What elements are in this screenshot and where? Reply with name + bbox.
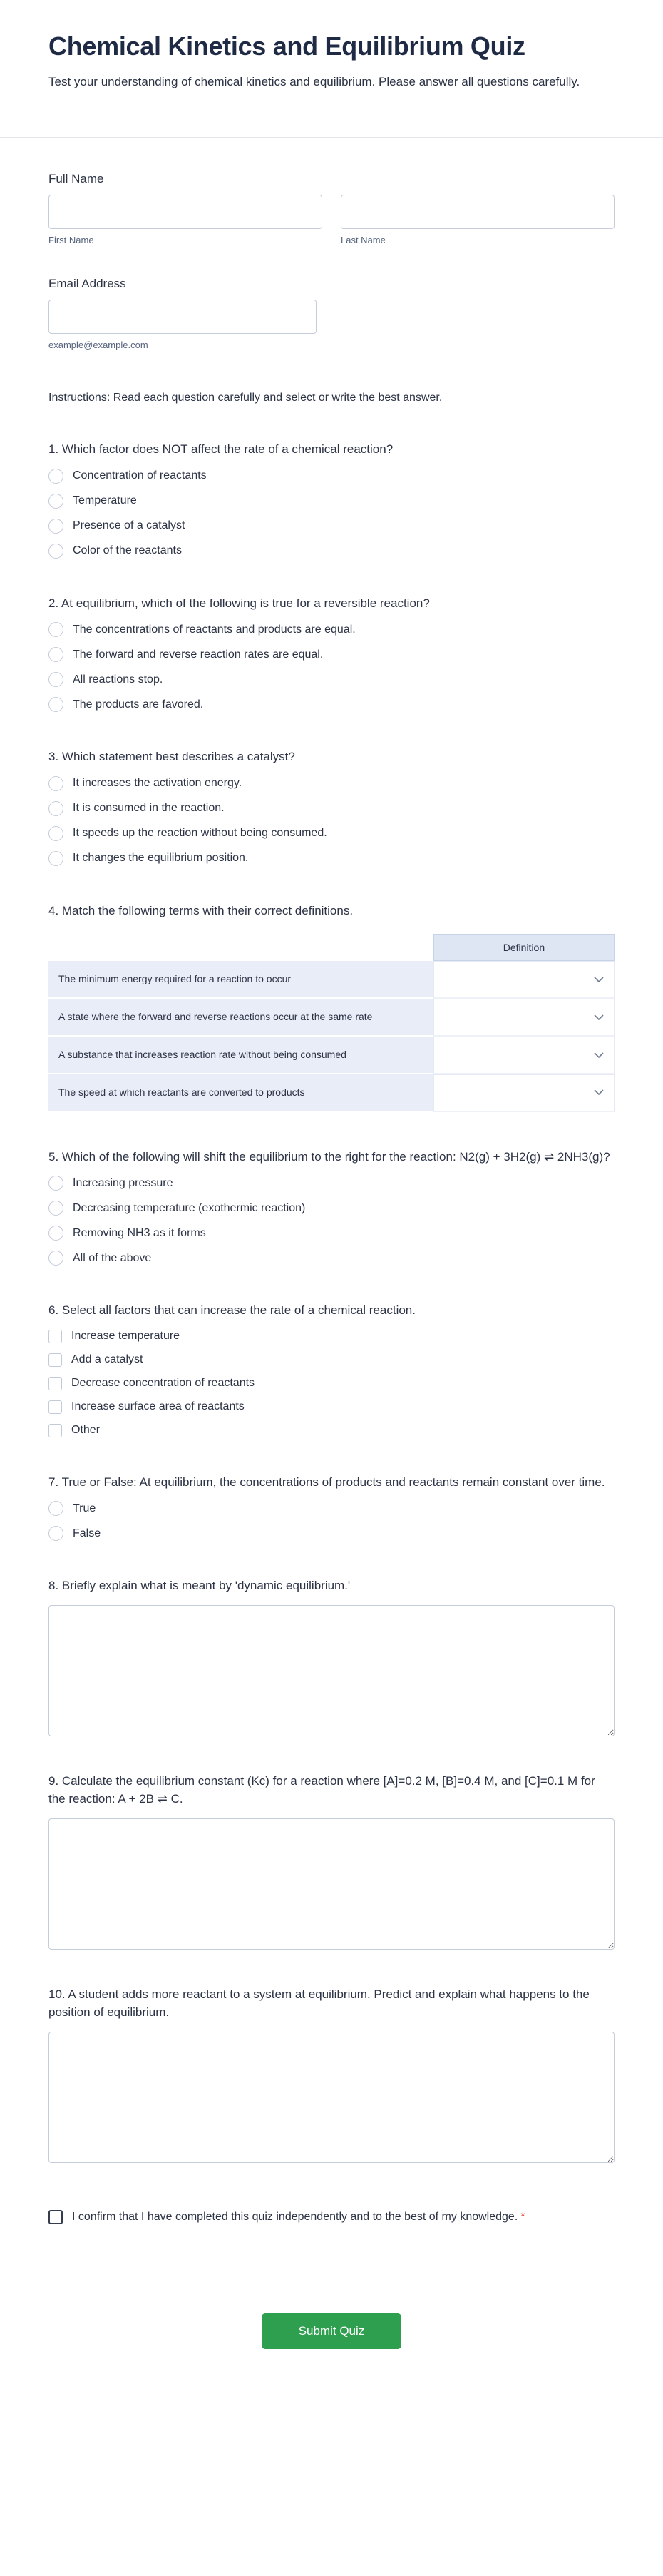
checkbox-option[interactable] xyxy=(48,1377,615,1390)
question-3-label: 3. Which statement best describes a catalyst? xyxy=(48,750,295,764)
option-label: Other xyxy=(71,1424,101,1437)
radio-button-icon[interactable] xyxy=(48,801,63,816)
option-label: Add a catalyst xyxy=(71,1353,143,1366)
question-6-label: 6. Select all factors that can increase the rate of a chemical reaction. xyxy=(48,1303,416,1318)
option-label: Increasing pressure xyxy=(73,1176,173,1189)
email-input[interactable] xyxy=(48,300,317,334)
question-9-label: 9. Calculate the equilibrium constant (Kc) for a reaction where [A]=0.2 M, [B]=0.4 M, and [C]=0.1 M for the reaction: A + 2B ⇌ C. xyxy=(48,1773,595,1806)
matrix-row xyxy=(48,961,615,999)
radio-button-icon[interactable] xyxy=(48,494,63,509)
radio-option[interactable] xyxy=(48,1501,615,1516)
first-name-sublabel: First Name xyxy=(48,235,94,246)
answer-textarea-q9[interactable] xyxy=(48,1818,615,1950)
radio-option[interactable] xyxy=(48,1226,615,1241)
radio-button-icon[interactable] xyxy=(48,469,63,484)
page-title: Chemical Kinetics and Equilibrium Quiz xyxy=(48,31,525,61)
chevron-down-icon xyxy=(594,1014,604,1021)
radio-button-icon[interactable] xyxy=(48,1501,63,1516)
form-subtitle: Test your understanding of chemical kinetics and equilibrium. Please answer all questions carefully. xyxy=(48,75,580,88)
option-label: Decreasing temperature (exothermic reaction) xyxy=(73,1201,306,1214)
submit-row xyxy=(0,2313,663,2349)
radio-option[interactable] xyxy=(48,697,615,712)
checkbox-option-other[interactable] xyxy=(48,1424,615,1437)
radio-option[interactable] xyxy=(48,801,615,816)
chevron-down-icon xyxy=(594,1052,604,1059)
matrix-row-label: The speed at which reactants are converted to products xyxy=(48,1074,433,1112)
checkbox-icon[interactable] xyxy=(48,1424,62,1437)
matrix-column-header: Definition xyxy=(433,934,615,961)
question-1-options xyxy=(48,469,615,559)
option-label: The concentrations of reactants and products are equal. xyxy=(73,623,356,636)
confirmation-checkbox-row[interactable] xyxy=(48,2209,548,2226)
matrix-row xyxy=(48,999,615,1037)
question-7 xyxy=(48,1473,615,1542)
radio-option[interactable] xyxy=(48,519,615,534)
question-1-label: 1. Which factor does NOT affect the rate of a chemical reaction? xyxy=(48,442,394,457)
radio-option[interactable] xyxy=(48,851,615,866)
radio-button-icon[interactable] xyxy=(48,826,63,841)
confirmation-checkbox-icon[interactable] xyxy=(48,2210,63,2224)
option-label: Increase surface area of reactants xyxy=(71,1400,245,1413)
last-name-input[interactable] xyxy=(341,195,615,229)
question-4 xyxy=(48,902,615,1112)
email-label: Email Address xyxy=(48,277,126,291)
chevron-down-icon xyxy=(594,977,604,983)
instructions-text: Instructions: Read each question carefully and select or write the best answer. xyxy=(48,392,443,404)
matrix-header-row xyxy=(48,934,615,961)
required-asterisk: * xyxy=(520,2210,525,2223)
option-label: It increases the activation energy. xyxy=(73,777,242,790)
question-5-label: 5. Which of the following will shift the equilibrium to the right for the reaction: N2(g) + 3H2(g) ⇌ 2NH3(g)? xyxy=(48,1149,610,1164)
option-label: All of the above xyxy=(73,1251,152,1264)
checkbox-option[interactable] xyxy=(48,1400,615,1414)
checkbox-icon[interactable] xyxy=(48,1377,62,1390)
radio-button-icon[interactable] xyxy=(48,697,63,712)
option-label: It changes the equilibrium position. xyxy=(73,852,249,865)
question-2 xyxy=(48,594,615,713)
question-6 xyxy=(48,1301,615,1437)
radio-button-icon[interactable] xyxy=(48,1526,63,1541)
option-label: Increase temperature xyxy=(71,1330,180,1343)
matrix-row-label: A substance that increases reaction rate without being consumed xyxy=(48,1037,433,1074)
radio-button-icon[interactable] xyxy=(48,1201,63,1216)
radio-button-icon[interactable] xyxy=(48,647,63,662)
matrix-dropdown-cell xyxy=(433,1037,615,1074)
question-5-options xyxy=(48,1176,615,1266)
question-7-options xyxy=(48,1501,615,1541)
confirmation-text: I confirm that I have completed this quiz independently and to the best of my knowledge. xyxy=(72,2210,518,2223)
full-name-label: Full Name xyxy=(48,172,104,186)
checkbox-icon[interactable] xyxy=(48,1400,62,1414)
option-label: Removing NH3 as it forms xyxy=(73,1226,206,1239)
question-9 xyxy=(48,1772,615,1950)
question-2-options xyxy=(48,622,615,712)
answer-textarea-q8[interactable] xyxy=(48,1605,615,1736)
question-4-label: 4. Match the following terms with their correct definitions. xyxy=(48,903,354,917)
radio-button-icon[interactable] xyxy=(48,519,63,534)
question-3 xyxy=(48,748,615,866)
question-5 xyxy=(48,1148,615,1266)
matrix-dropdown[interactable] xyxy=(434,962,614,997)
confirmation-label xyxy=(72,2209,525,2226)
option-label: True xyxy=(73,1502,96,1514)
option-label: False xyxy=(73,1527,101,1539)
radio-option[interactable] xyxy=(48,672,615,687)
option-label: The forward and reverse reaction rates are equal. xyxy=(73,648,324,661)
name-inputs-row xyxy=(48,195,615,245)
email-field xyxy=(48,277,615,350)
radio-button-icon[interactable] xyxy=(48,1251,63,1266)
radio-option[interactable] xyxy=(48,544,615,559)
form-header xyxy=(0,0,663,91)
radio-option[interactable] xyxy=(48,1176,615,1191)
first-name-subfield xyxy=(48,195,322,245)
checkbox-icon[interactable] xyxy=(48,1330,62,1343)
matrix-row-label: A state where the forward and reverse reactions occur at the same rate xyxy=(48,999,433,1037)
radio-button-icon[interactable] xyxy=(48,622,63,637)
option-label: All reactions stop. xyxy=(73,673,163,686)
submit-button[interactable]: Submit Quiz xyxy=(262,2313,402,2349)
radio-option[interactable] xyxy=(48,1251,615,1266)
first-name-input[interactable] xyxy=(48,195,322,229)
matrix-dropdown[interactable] xyxy=(434,1076,614,1110)
question-10 xyxy=(48,1985,615,2163)
option-label: Color of the reactants xyxy=(73,544,182,557)
radio-button-icon[interactable] xyxy=(48,672,63,687)
radio-button-icon[interactable] xyxy=(48,544,63,559)
question-1 xyxy=(48,440,615,559)
radio-option[interactable] xyxy=(48,494,615,509)
option-label: Decrease concentration of reactants xyxy=(71,1377,255,1390)
answer-textarea-q10[interactable] xyxy=(48,2032,615,2163)
matrix-row xyxy=(48,1074,615,1112)
last-name-sublabel: Last Name xyxy=(341,235,386,246)
radio-option[interactable] xyxy=(48,1201,615,1216)
matrix-dropdown-cell xyxy=(433,961,615,999)
option-label: It is consumed in the reaction. xyxy=(73,802,225,815)
question-8 xyxy=(48,1577,615,1736)
radio-button-icon[interactable] xyxy=(48,776,63,791)
email-sublabel: example@example.com xyxy=(48,340,148,351)
option-label: Temperature xyxy=(73,494,137,507)
checkbox-icon[interactable] xyxy=(48,1353,62,1367)
question-8-label: 8. Briefly explain what is meant by 'dynamic equilibrium.' xyxy=(48,1579,351,1593)
radio-button-icon[interactable] xyxy=(48,1176,63,1191)
option-label: The products are favored. xyxy=(73,698,204,711)
form-body xyxy=(0,138,663,2226)
matrix-row xyxy=(48,1037,615,1074)
matrix-row-label: The minimum energy required for a reaction to occur xyxy=(48,961,433,999)
last-name-subfield xyxy=(341,195,615,245)
matrix-dropdown[interactable] xyxy=(434,1000,614,1034)
radio-button-icon[interactable] xyxy=(48,851,63,866)
radio-button-icon[interactable] xyxy=(48,1226,63,1241)
matrix-dropdown-cell xyxy=(433,1074,615,1112)
radio-option[interactable] xyxy=(48,647,615,662)
question-6-options xyxy=(48,1330,615,1437)
radio-option[interactable] xyxy=(48,469,615,484)
radio-option[interactable] xyxy=(48,826,615,841)
question-2-label: 2. At equilibrium, which of the following is true for a reversible reaction? xyxy=(48,596,430,610)
question-10-label: 10. A student adds more reactant to a system at equilibrium. Predict and explain what happens to the position of equilibrium. xyxy=(48,1987,590,2020)
full-name-field xyxy=(48,172,615,245)
option-label: Presence of a catalyst xyxy=(73,519,185,532)
radio-option[interactable] xyxy=(48,622,615,637)
option-label: It speeds up the reaction without being consumed. xyxy=(73,827,327,840)
matrix-dropdown-cell xyxy=(433,999,615,1037)
checkbox-option[interactable] xyxy=(48,1353,615,1367)
chevron-down-icon xyxy=(594,1089,604,1096)
question-7-label: 7. True or False: At equilibrium, the concentrations of products and reactants remain constant over time. xyxy=(48,1475,605,1489)
matrix-dropdown[interactable] xyxy=(434,1038,614,1072)
option-label: Concentration of reactants xyxy=(73,469,207,482)
question-3-options xyxy=(48,776,615,866)
checkbox-option[interactable] xyxy=(48,1330,615,1343)
matrix-corner-cell xyxy=(48,934,433,961)
radio-option[interactable] xyxy=(48,1526,615,1541)
matching-table xyxy=(48,934,615,1112)
radio-option[interactable] xyxy=(48,776,615,791)
